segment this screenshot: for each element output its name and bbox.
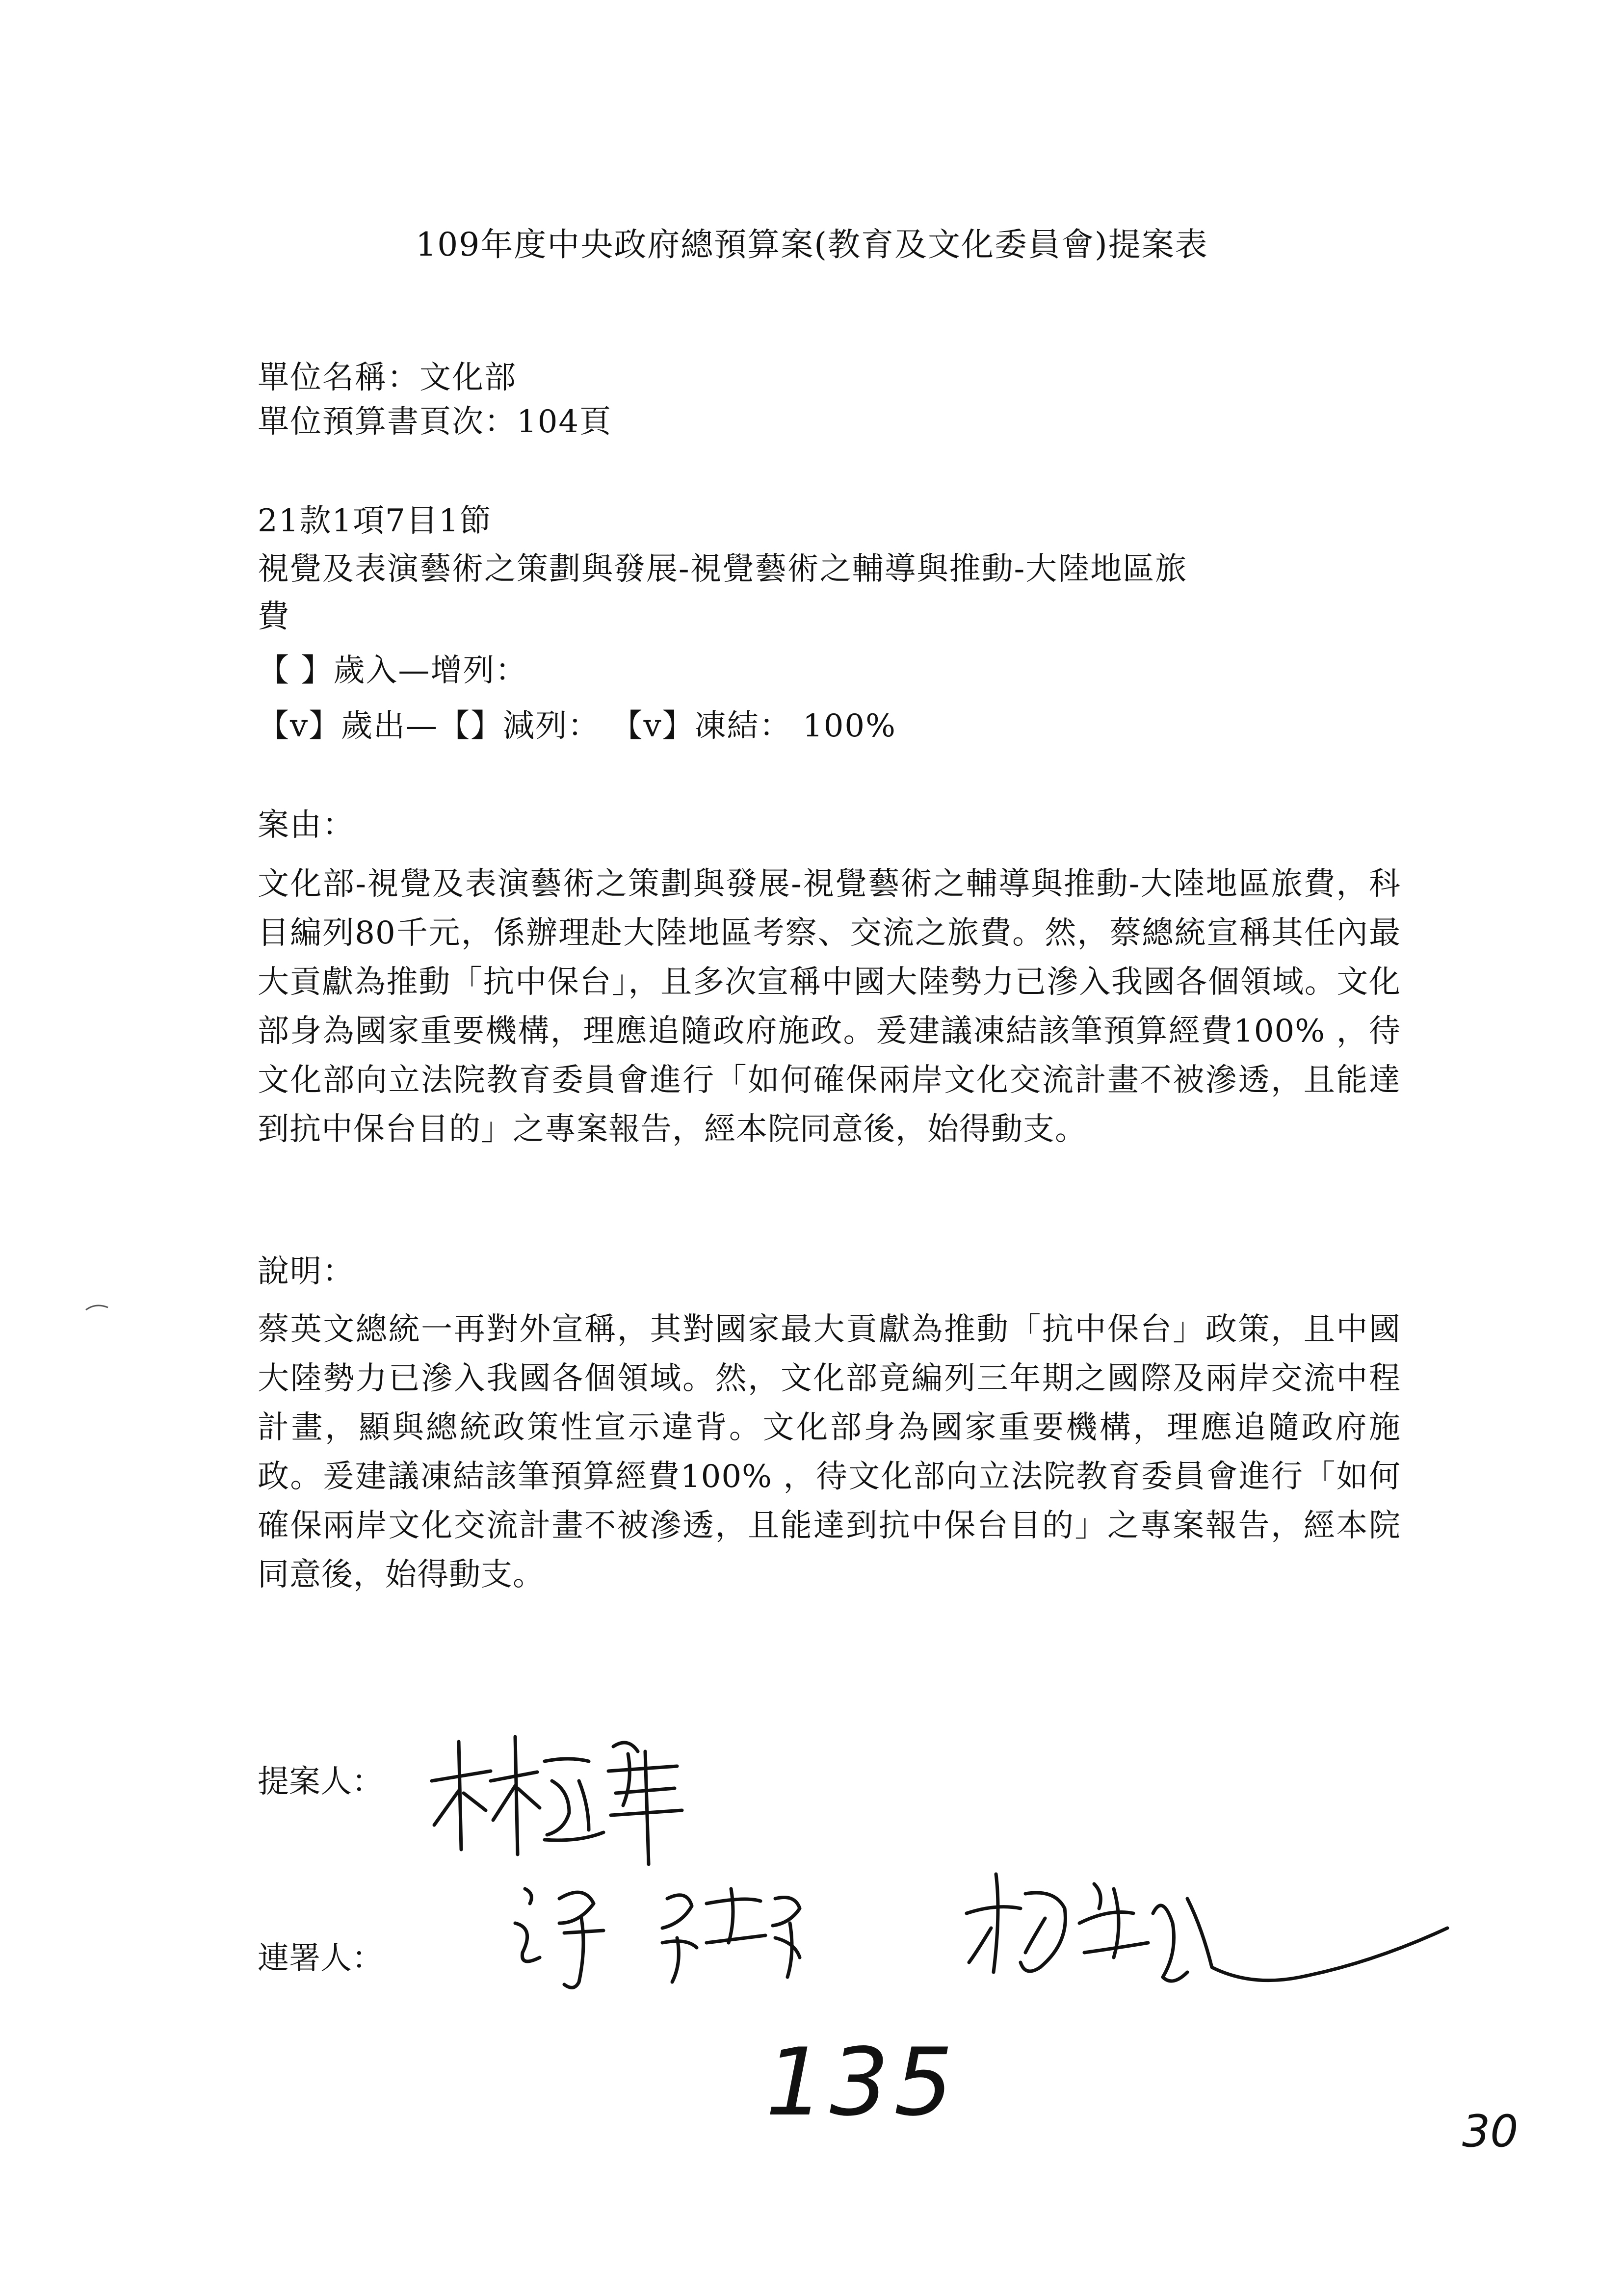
cosigner-signature-1	[500, 1869, 878, 1997]
cosigner-label: 連署人：	[258, 1940, 383, 1977]
scan-mark	[83, 1300, 113, 1315]
proposer-signature	[422, 1707, 697, 1869]
page-number: 30	[1462, 2106, 1519, 2157]
revenue-line: 【 】歲入—增列：	[258, 652, 528, 689]
proposer-label: 提案人：	[258, 1764, 383, 1800]
budget-page: 單位預算書頁次：104頁	[258, 404, 612, 440]
handwritten-number: 135	[765, 2028, 958, 2137]
explain-text: 蔡英文總統一再對外宣稱，其對國家最大貢獻為推動「抗中保台」政策，且中國大陸勢力已滲入我國各個領域。然，文化部竟編列三年期之國際及兩岸交流中程計畫，顯與總統政策性宣示違背。文化部身為國家重要機構，理應追隨政府施政。爰建議凍結該筆預算經費100% ，待文化部向立法院教育委員會進行「如何確保兩岸文化交流計畫不被滲透，且能達到抗中保台目的」之專案報告，經本院同意後，始得動支。	[258, 1311, 1401, 1593]
reason-label: 案由：	[258, 807, 355, 843]
cosigner-signature-2	[957, 1854, 1472, 2011]
budget-item-line2: 費	[258, 599, 290, 635]
budget-section: 21款1項7目1節	[258, 503, 492, 539]
unit-name: 單位名稱：文化部	[258, 360, 517, 396]
budget-item-line1: 視覺及表演藝術之策劃與發展-視覺藝術之輔導與推動-大陸地區旅	[258, 551, 1188, 587]
reason-text: 文化部-視覺及表演藝術之策劃與發展-視覺藝術之輔導與推動-大陸地區旅費，科目編列80千元，係辦理赴大陸地區考察、交流之旅費。然，蔡總統宣稱其任內最大貢獻為推動「抗中保台」，且多次宣稱中國大陸勢力已滲入我國各個領域。文化部身為國家重要機構，理應追隨政府施政。爰建議凍結該筆預算經費100% ，待文化部向立法院教育委員會進行「如何確保兩岸文化交流計畫不被滲透，且能達到抗中保台目的」之專案報告，經本院同意後，始得動支。	[258, 866, 1401, 1148]
explain-label: 說明：	[258, 1253, 355, 1290]
document-title: 109年度中央政府總預算案(教育及文化委員會)提案表	[416, 226, 1208, 263]
expense-line: 【v】歲出—【】減列： 【v】凍結： 100%	[258, 708, 896, 744]
